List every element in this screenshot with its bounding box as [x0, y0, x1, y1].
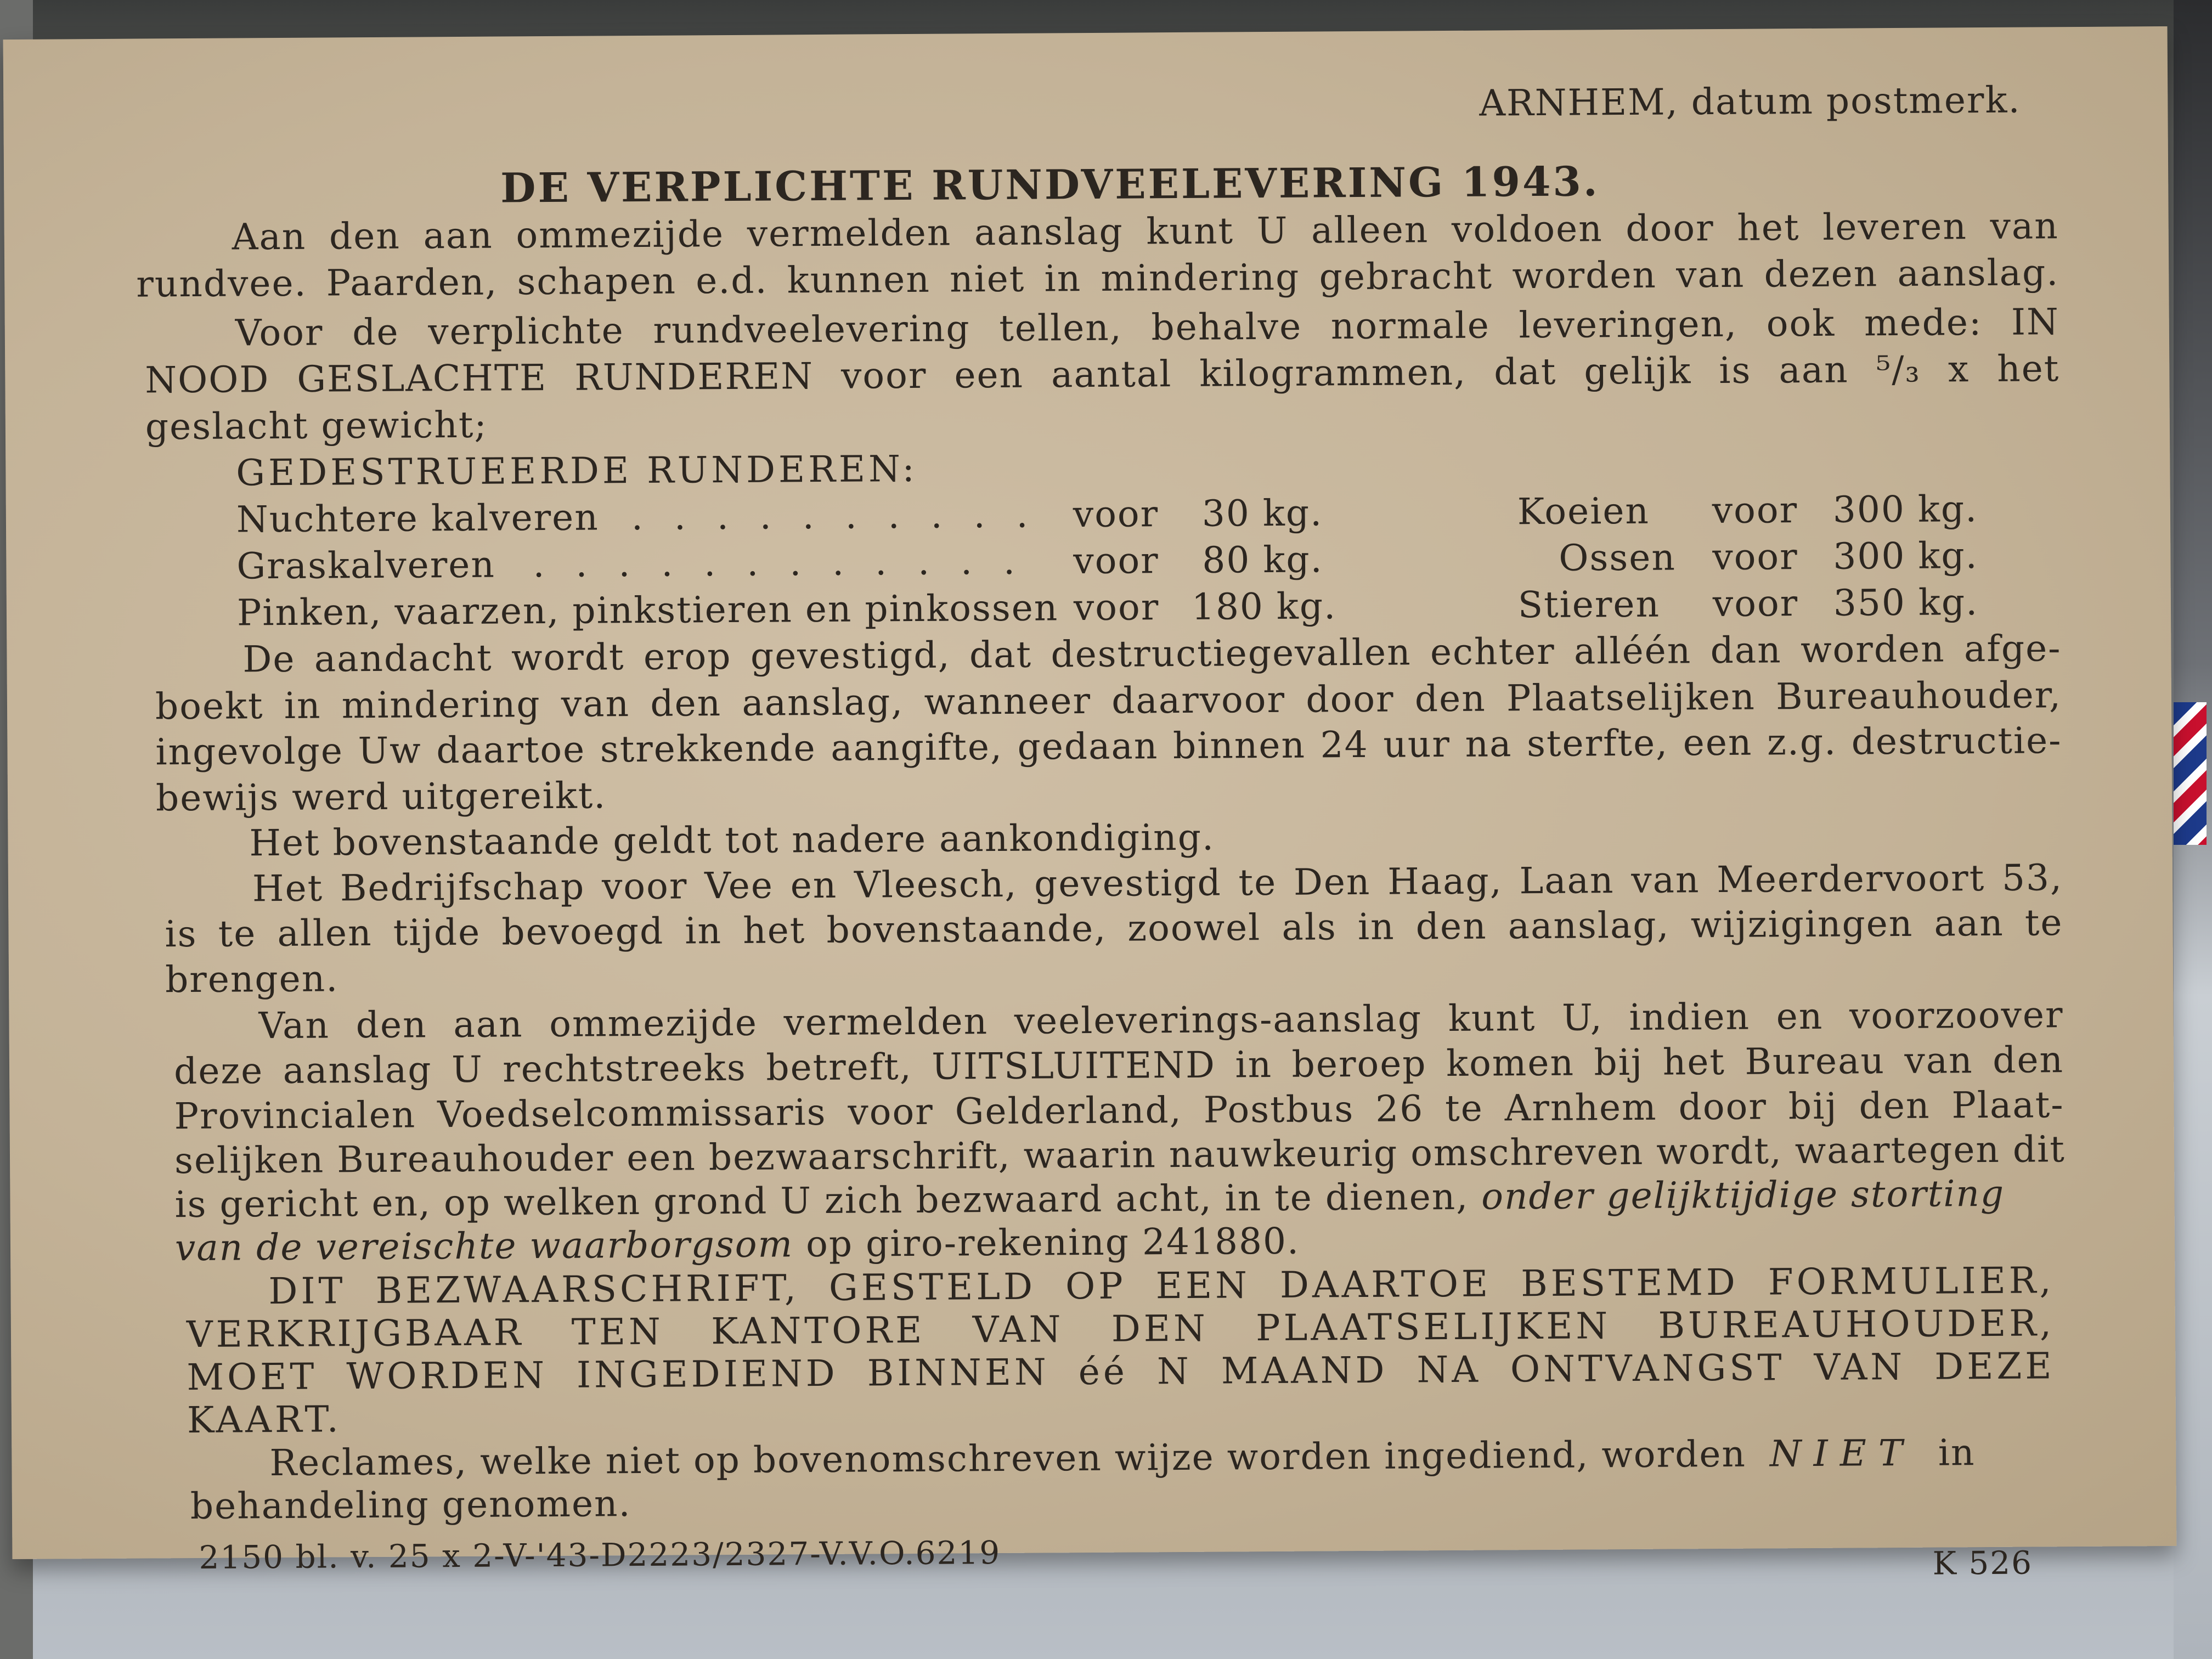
- row-right-voor: voor: [1712, 582, 1799, 625]
- row-label: Graskalveren: [236, 543, 496, 588]
- row-right-label: Ossen: [1559, 536, 1677, 579]
- row-voor: voor: [1073, 493, 1159, 536]
- p5-line-3: brengen.: [165, 957, 339, 1001]
- p6-line-6: [174, 1220, 1300, 1269]
- row-label: Pinken, vaarzen, pinkstieren en pinkossen: [236, 586, 1059, 634]
- p1-line-2: rundvee. Paarden, schapen e.d. kunnen niet in mindering gebracht worden van dezen aanslag.: [136, 251, 2059, 306]
- p2-line-2: NOOD GESLACHTE RUNDEREN voor een aantal kilogrammen, dat gelijk is aan ⁵/₃ x het: [145, 347, 2060, 402]
- row-right-amount: 350 kg.: [1833, 581, 1979, 624]
- footer-print-code: 2150 bl. v. 25 x 2-V-'43-D2223/2327-V.V.O.6219: [199, 1534, 1001, 1576]
- p6-line-6-text: op giro-rekening 241880.: [805, 1220, 1300, 1266]
- row-dots: . . . . . . . . . . . .: [533, 540, 1025, 586]
- row-right-voor: voor: [1712, 535, 1798, 579]
- p6-line-5-text: is gericht en, op welken grond U zich bezwaard acht, in te dienen,: [174, 1175, 1469, 1226]
- p5-line-2: is te allen tijde bevoegd in het bovenstaande, zoowel als in den aanslag, wijzigingen aan te: [165, 901, 2063, 956]
- p2-line-1: Voor de verplichte rundveelevering tellen, behalve normale leveringen, ook mede: IN: [235, 301, 2060, 354]
- p8-line-2: behandeling genomen.: [190, 1482, 631, 1528]
- row-voor: voor: [1073, 586, 1160, 629]
- p3-line-2: boekt in mindering van den aanslag, wanneer daarvoor door den Plaatselijken Bureauhouder,: [155, 674, 2062, 728]
- p6-line-4: selijken Bureauhouder een bezwaarschrift, waarin nauwkeurig omschreven wordt, waartegen dit: [174, 1128, 2066, 1182]
- p8-line-1: [269, 1431, 1976, 1485]
- row-amount: 30 kg.: [1201, 492, 1323, 535]
- p3-line-4: bewijs werd uitgereikt.: [155, 774, 607, 820]
- footer-form-number: K 526: [1932, 1544, 2033, 1582]
- flag-fragment: [2174, 702, 2207, 845]
- p6-line-1: Van den aan ommezijde vermelden veeleverings-aanslag kunt U, indien en voorzoover: [258, 994, 2064, 1047]
- p8-line-1-text: Reclames, welke niet op bovenomschreven wijze worden ingediend, worden: [269, 1432, 1747, 1485]
- row-amount: 80 kg.: [1202, 538, 1323, 582]
- row-amount: 180 kg.: [1191, 585, 1337, 628]
- p8-line-1-end: in: [1938, 1431, 1976, 1474]
- p6-line-2: deze aanslag U rechtstreeks betreft, UITSLUITEND in beroep komen bij het Bureau van den: [173, 1039, 2064, 1093]
- card-title: DE VERPLICHTE RUNDVEELEVERING 1943.: [500, 158, 1600, 212]
- list-heading: GEDESTRUEERDE RUNDEREN:: [236, 447, 918, 494]
- p6-line-3: Provincialen Voedselcommissaris voor Gelderland, Postbus 26 te Arnhem door bij den Plaat-: [174, 1084, 2064, 1138]
- p3-line-1: De aandacht wordt erop gevestigd, dat destructiegevallen echter alléén dan worden afge-: [242, 627, 2062, 681]
- row-right-amount: 300 kg.: [1832, 488, 1978, 531]
- p6-line-6-italic: van de vereischte waarborgsom: [174, 1223, 794, 1269]
- p7-line-1: DIT BEZWAARSCHRIFT, GESTELD OP EEN DAARTOE BESTEMD FORMULIER,: [268, 1259, 2055, 1313]
- p6-line-5-italic: onder gelijktijdige storting: [1481, 1172, 2005, 1218]
- header-place-date: ARNHEM, datum postmerk.: [1479, 78, 2021, 125]
- p7-line-4: KAART.: [187, 1398, 342, 1442]
- row-dots: . . . . . . . . . .: [631, 493, 1038, 539]
- p6-line-5: [174, 1172, 2005, 1226]
- p1-line-1: Aan den aan ommezijde vermelden aanslag kunt U alleen voldoen door het leveren van: [232, 205, 2059, 258]
- row-right-label: Stieren: [1517, 583, 1661, 627]
- row-right-label: Koeien: [1517, 489, 1650, 533]
- background-right: [2174, 0, 2212, 1659]
- p3-line-3: ingevolge Uw daartoe strekkende aangifte, gedaan binnen 24 uur na sterfte, een z.g. destructie-: [155, 719, 2062, 774]
- postcard: [3, 26, 2177, 1582]
- p8-line-1-italic: NIET: [1769, 1431, 1915, 1475]
- p7-line-2: VERKRIJGBAAR TEN KANTORE VAN DEN PLAATSELIJKEN BUREAUHOUDER,: [186, 1302, 2055, 1356]
- row-right-voor: voor: [1712, 489, 1798, 532]
- row-voor: voor: [1073, 539, 1159, 583]
- row-right-amount: 300 kg.: [1833, 534, 1978, 578]
- p7-line-3: MOET WORDEN INGEDIEND BINNEN éé N MAAND NA ONTVANGST VAN DEZE: [187, 1345, 2055, 1399]
- p4-line-1: Het bovenstaande geldt tot nadere aankondiging.: [249, 816, 1215, 865]
- p2-line-3: geslacht gewicht;: [145, 403, 488, 448]
- p5-line-1: Het Bedrijfschap voor Vee en Vleesch, gevestigd te Den Haag, Laan van Meerdervoort 53,: [252, 856, 2063, 910]
- row-label: Nuchtere kalveren: [236, 496, 599, 541]
